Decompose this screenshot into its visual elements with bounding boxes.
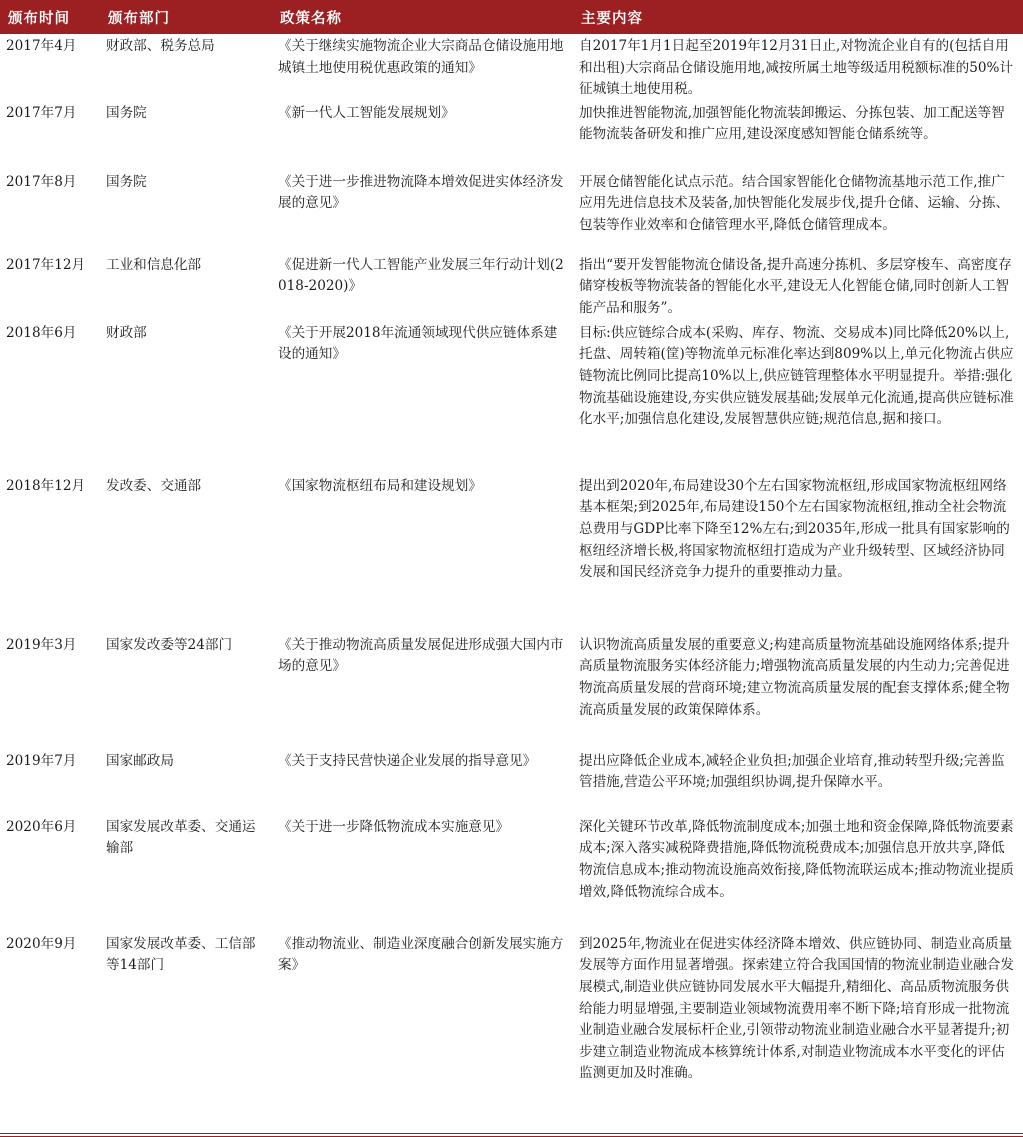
table-row [0, 34, 1023, 101]
cell-department: 工业和信息化部 [106, 256, 202, 273]
cell-date: 2018年6月 [6, 324, 77, 341]
cell-content: 自2017年1月1日起至2019年12月31日止,对物流企业自有的(包括自用和出租)大宗商品仓储设施用地,减按所属土地等级适用税额标准的50%计征城镇土地使用税。 [579, 38, 1014, 98]
cell-department: 国务院 [106, 173, 147, 190]
cell-content: 深化关键环节改革,降低物流制度成本;加强土地和资金保障,降低物流要素成本;深入落实减税降费措施,降低物流税费成本;加强信息开放共享,降低物流信息成本;推动物流设施高效衔接,降低物流联运成本;推动物流业提质增效,降低物流综合成本。 [579, 818, 1014, 900]
cell-date: 2017年12月 [6, 256, 86, 273]
cell-date: 2019年3月 [6, 636, 77, 653]
cell-policy-name: 《关于继续实施物流企业大宗商品仓储设施用地城镇土地使用税优惠政策的通知》 [278, 38, 564, 76]
cell-policy-name: 《关于开展2018年流通领域现代供应链体系建设的通知》 [278, 324, 558, 363]
cell-department: 国家发展改革委、工信部等14部门 [100, 932, 272, 1137]
cell-policy-name: 《国家物流枢纽布局和建设规划》 [278, 477, 482, 494]
table-body [0, 34, 1023, 1137]
cell-content: 指出“要开发智能物流仓储设备,提升高速分拣机、多层穿梭车、高密度存储穿梭板等物流装备的智能化水平,建设无人化智能仓储,同时创新人工智能产品和服务”。 [579, 256, 1012, 316]
cell-department: 国家发展改革委、交通运输部 [106, 818, 256, 857]
cell-content: 开展仓储智能化试点示范。结合国家智能化仓储物流基地示范工作,推广应用先进信息技术及装备,加快智能化发展步伐,提升仓储、运输、分拣、包装等作业效率和仓储管理水平,降低仓储管理成本。 [579, 173, 1010, 233]
table-row [0, 633, 1023, 749]
header-row [0, 0, 1023, 34]
cell-content: 到2025年,物流业在促进实体经济降本增效、供应链协同、制造业高质量发展等方面作用显著增强。探索建立符合我国国情的物流业制造业融合发展模式,制造业供应链协同发展水平大幅提升,精细化、高品质物流服务供给能力明显增强,主要制造业领域物流费用率不断下降;培育形成一批物流业制造业融合发展标杆企业,引领带动物流业制造业融合水平显著提升;初步建立制造业物流成本核算统计体系,对制造业物流成本水平变化的评估监测更加及时准确。 [573, 932, 1023, 1137]
cell-date: 2017年4月 [6, 38, 77, 54]
table-row [0, 474, 1023, 633]
cell-department: 国家邮政局 [106, 752, 174, 769]
cell-policy-name: 《推动物流业、制造业深度融合创新发展实施方案》 [272, 932, 573, 1137]
cell-content: 提出到2020年,布局建设30个左右国家物流枢纽,形成国家物流枢纽网络基本框架;到2025年,布局建设150个左右国家物流枢纽,推动全社会物流总费用与GDP比率下降至12%左右;到2035年,形成一批具有国家影响的枢纽经济增长极,将国家物流枢纽打造成为产业升级转型、区域经济协同发展和国民经济竞争力提升的重要推动力量。 [579, 477, 1010, 581]
cell-department: 国务院 [106, 104, 147, 121]
table-row [0, 932, 1023, 1137]
cell-policy-name: 《关于进一步推进物流降本增效促进实体经济发展的意见》 [278, 173, 564, 212]
cell-department: 发改委、交通部 [106, 477, 202, 494]
table-row [0, 815, 1023, 932]
cell-policy-name: 《新一代人工智能发展规划》 [278, 104, 455, 121]
table-row [0, 170, 1023, 253]
cell-department: 国家发改委等24部门 [106, 636, 233, 653]
cell-policy-name: 《关于支持民营快递企业发展的指导意见》 [278, 752, 537, 769]
cell-policy-name: 《关于进一步降低物流成本实施意见》 [278, 818, 510, 835]
cell-date: 2018年12月 [6, 477, 86, 494]
table-header [0, 0, 1023, 34]
cell-date: 2017年7月 [6, 104, 77, 121]
cell-date: 2020年9月 [0, 932, 100, 1137]
cell-content: 认识物流高质量发展的重要意义;构建高质量物流基础设施网络体系;提升高质量物流服务实体经济能力;增强物流高质量发展的内生动力;完善促进物流高质量发展的营商环境;建立物流高质量发展的配套支撑体系;健全物流高质量发展的政策保障体系。 [579, 636, 1010, 718]
cell-date: 2017年8月 [6, 173, 77, 190]
cell-content: 加快推进智能物流,加强智能化物流装卸搬运、分拣包装、加工配送等智能物流装备研发和推广应用,建设深度感知智能仓储系统等。 [579, 104, 1005, 143]
table-row [0, 321, 1023, 474]
header-date: 颁布时间 [0, 0, 100, 34]
cell-content: 目标:供应链综合成本(采购、库存、物流、交易成本)同比降低20%以上,托盘、周转箱(筐)等物流单元标准化率达到809%以上,单元化物流占供应链物流比例同比提高10%以上,供应链管理整体水平明显提升。举措:强化物流基础设施建设,夯实供应链发展基础;发展单元化流通,提高供应链标准化水平;加强信息化建设,发展智慧供应链;规范信息,据和接口。 [579, 324, 1014, 428]
cell-date: 2019年7月 [6, 752, 77, 769]
cell-content: 提出应降低企业成本,减轻企业负担;加强企业培育,推动转型升级;完善监管措施,营造公平环境;加强组织协调,提升保障水平。 [579, 752, 1005, 791]
header-main-content: 主要内容 [573, 0, 1023, 34]
header-policy-name: 政策名称 [272, 0, 573, 34]
cell-date: 2020年6月 [6, 818, 77, 835]
cell-policy-name: 《促进新一代人工智能产业发展三年行动计划(2018-2020)》 [278, 256, 564, 295]
table-row [0, 253, 1023, 321]
header-department: 颁布部门 [100, 0, 272, 34]
cell-policy-name: 《关于推动物流高质量发展促进形成强大国内市场的意见》 [278, 636, 564, 675]
cell-department: 财政部、税务总局 [106, 38, 215, 54]
table-row [0, 101, 1023, 170]
cell-department: 财政部 [106, 324, 147, 341]
table-row [0, 749, 1023, 815]
table-bottom-rule [0, 1133, 1023, 1134]
